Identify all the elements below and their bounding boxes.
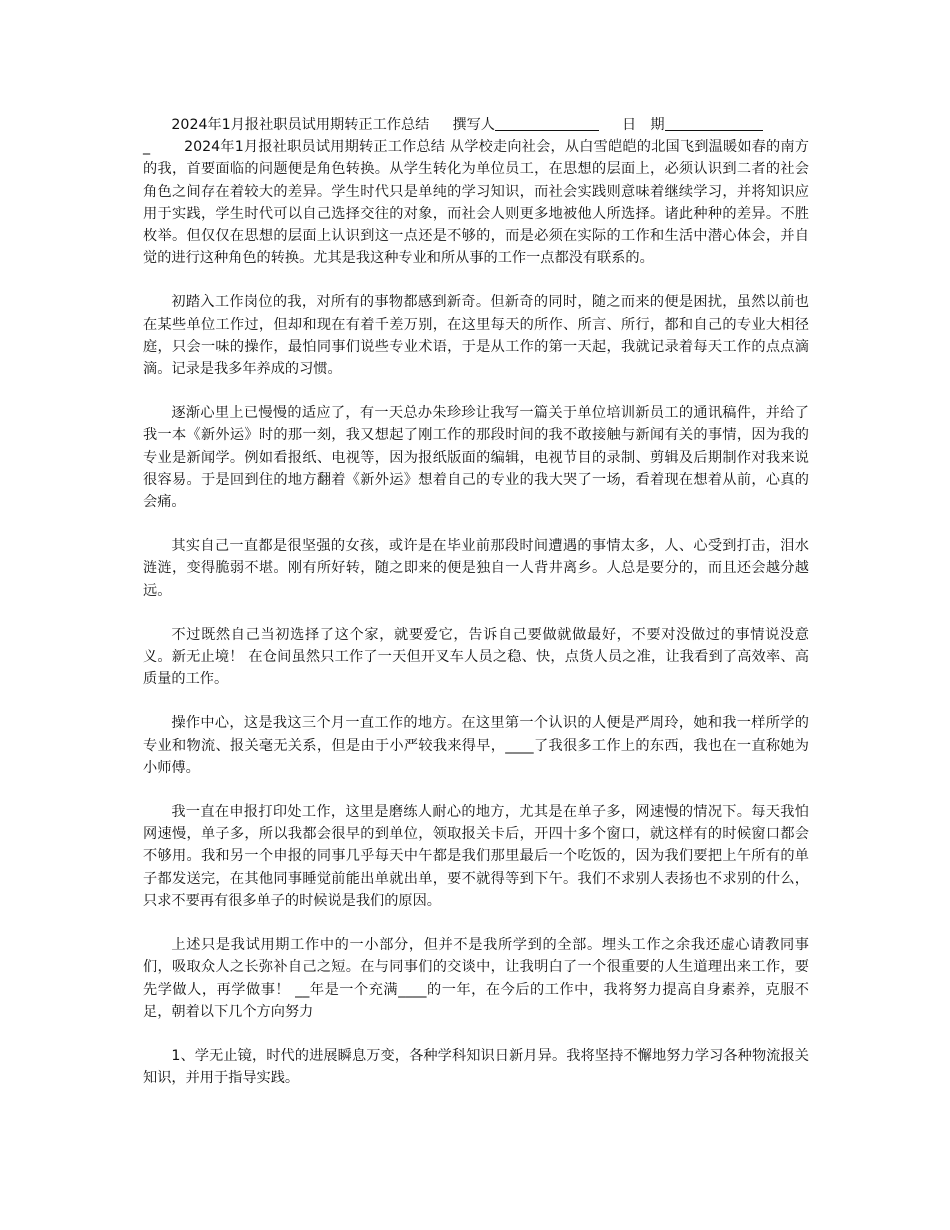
intro-paragraph (143, 136, 809, 269)
paragraph-3: 其实自己一直都是很坚强的女孩，或许是在毕业前那段时间遭遇的事情太多，人、心受到打击，泪水涟涟，变得脆弱不堪。刚有所好转，随之即来的便是独自一人背井离乡。人总是要分的，而且还会越分越远。 (143, 538, 809, 599)
paragraph-5: 操作中心，这是我这三个月一直工作的地方。在这里第一个认识的人便是严周玲，她和我一样所学的专业和物流、报关毫无关系，但是由于小严较我来得早，____了我很多工作上的东西，我也在一直称她为小师傅。 (143, 715, 809, 776)
writer-blank (495, 116, 599, 131)
date-label: 日 期 (621, 117, 665, 133)
trailing-mark: _ (143, 139, 151, 156)
paragraph-4: 不过既然自己当初选择了这个家，就要爱它，告诉自己要做就做最好，不要对没做过的事情说没意义。新无止境！ 在仓间虽然只工作了一天但开叉车人员之稳、快，点货人员之准，让我看到了高效率、高质量的工作。 (143, 626, 809, 688)
document-page (143, 114, 809, 1111)
writer-label: 撰写人 (452, 117, 495, 133)
paragraph-8: 1、学无止镜，时代的进展瞬息万变，各种学科知识日新月异。我将坚持不懈地努力学习各种物流报关知识，并用于指导实践。 (143, 1047, 809, 1087)
date-blank (665, 116, 763, 131)
document-header (143, 114, 809, 136)
document-title: 2024年1月报社职员试用期转正工作总结 (171, 117, 430, 133)
paragraph-1: 初踏入工作岗位的我，对所有的事物都感到新奇。但新奇的同时，随之而来的便是困扰，虽然以前也在某些单位工作过，但却和现在有着千差万别，在这里每天的所作、所言、所行，都和自己的专业大相径庭，只会一味的操作，最怕同事们说些专业术语，于是从工作的第一天起，我就记录着每天工作的点点滴滴。记录是我多年养成的习惯。 (143, 294, 809, 378)
paragraph-2: 逐渐心里上已慢慢的适应了，有一天总办朱珍珍让我写一篇关于单位培训新员工的通讯稿件，并给了我一本《新外运》时的那一刻，我又想起了刚工作的那段时间的我不敢接触与新闻有关的事情，因为我的专业是新闻学。例如看报纸、电视等，因为报纸版面的编辑，电视节目的录制、剪辑及后期制作对我来说很容易。于是回到住的地方翻着《新外运》想着自己的专业的我大哭了一场，看着现在想着从前，心真的会痛。 (143, 405, 809, 511)
intro-text: 2024年1月报社职员试用期转正工作总结 从学校走向社会，从白雪皑皑的北国飞到温暖如春的南方的我，首要面临的问题便是角色转换。从学生转化为单位员工，在思想的层面上，必须认识到二者的社会角色之间存在着较大的差异。学生时代只是单纯的学习知识，而社会实践则意味着继续学习，并将知识应用于实践，学生时代可以自己选择交往的对象，而社会人则更多地被他人所选择。诸此种种的差异。不胜枚举。但仅仅在思想的层面上认识到这一点还是不够的，而是必须在实际的工作和生活中潜心体会，并自觉的进行这种角色的转换。尤其是我这种专业和所从事的工作一点都没有联系的。 (143, 139, 809, 267)
paragraph-7: 上述只是我试用期工作中的一小部分，但并不是我所学到的全部。埋头工作之余我还虚心请教同事们，吸取众人之长弥补自己之短。在与同事们的交谈中，让我明白了一个很重要的人生道理出来工作，要先学做人，再学做事！ __年是一个充满____的一年，在今后的工作中，我将努力提高自身素养，克服不足，朝着以下几个方向努力 (143, 937, 809, 1020)
paragraph-6: 我一直在申报打印处工作，这里是磨练人耐心的地方，尤其是在单子多，网速慢的情况下。每天我怕网速慢，单子多，所以我都会很早的到单位，领取报关卡后，开四十多个窗口，就这样有的时候窗口都会不够用。我和另一个申报的同事几乎每天中午都是我们那里最后一个吃饭的，因为我们要把上午所有的单子都发送完，在其他同事睡觉前能出单就出单，要不就得等到下午。我们不求别人表扬也不求别的什么，只求不要再有很多单子的时候说是我们的原因。 (143, 804, 809, 909)
